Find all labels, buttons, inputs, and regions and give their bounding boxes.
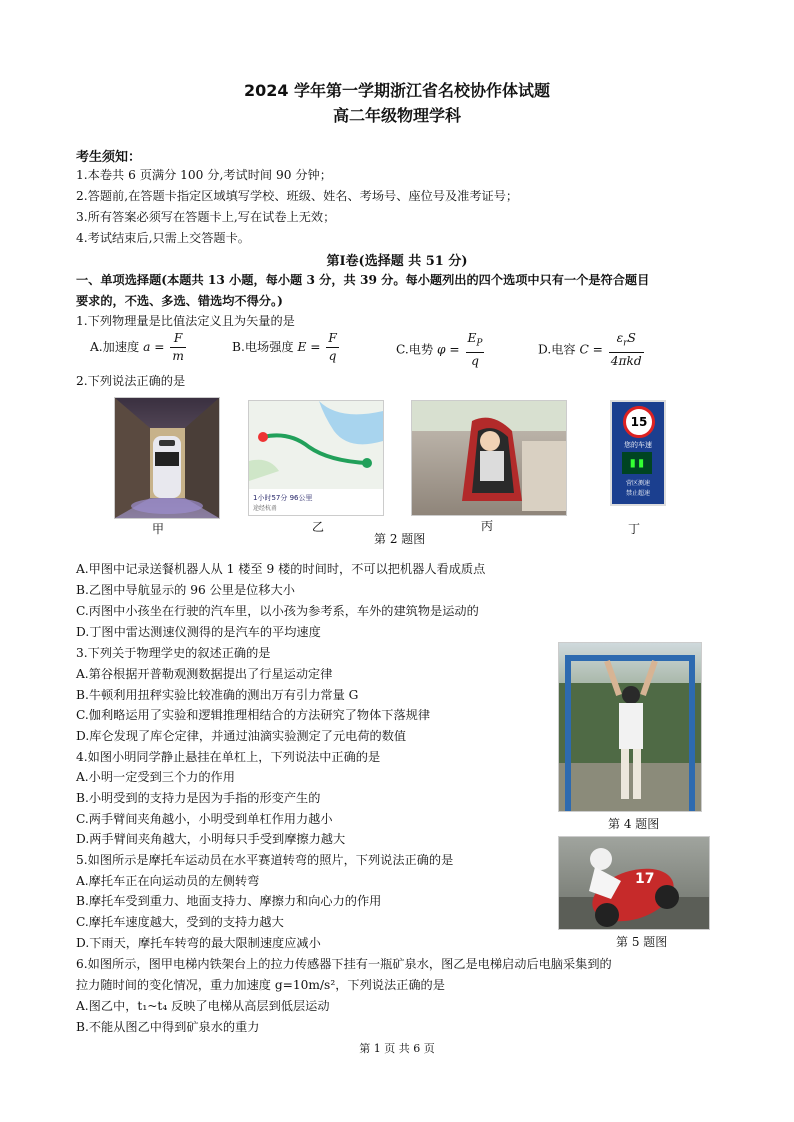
q6-option-b: B.不能从图乙中得到矿泉水的重力 [76, 1020, 260, 1034]
q1-d-num: ε [616, 331, 624, 345]
q2-label-yi: 乙 [312, 520, 325, 534]
notice-item: 3.所有答案必须写在答题卡上,写在试卷上无效； [76, 210, 336, 224]
q1-d-num-tail: S [627, 331, 636, 345]
map-route-time: 1小时57分 96公里 [253, 494, 313, 502]
exam-subtitle: 高二年级物理学科 [332, 106, 461, 125]
q5-stem: 5.如图所示是摩托车运动员在水平赛道转弯的照片，下列说法正确的是 [76, 853, 454, 867]
q1-b-label: B.电场强度 [232, 340, 294, 354]
q1-a-label: A.加速度 [90, 340, 140, 354]
q2-image-bing [411, 400, 567, 516]
q5-figure-caption: 第 5 题图 [616, 935, 668, 949]
q4-option-b: B.小明受到的支持力是因为手指的形变产生的 [76, 791, 321, 805]
q3-option-d: D.库仑发现了库仑定律，并通过油滴实验测定了元电荷的数值 [76, 729, 407, 743]
q2-label-bing: 丙 [481, 519, 494, 533]
q6-stem-line2: 拉力随时间的变化情况，重力加速度 g=10m/s²，下列说法正确的是 [76, 978, 445, 992]
section-title: 第Ⅰ卷(选择题 共 51 分) [326, 254, 468, 269]
notice-item: 4.考试结束后,只需上交答题卡。 [76, 231, 250, 245]
q2-option-b: B.乙图中导航显示的 96 公里是位移大小 [76, 583, 295, 597]
q1-d-label: D.电容 [538, 342, 576, 357]
q3-option-c: C.伽利略运用了实验和逻辑推理相结合的方法研究了物体下落规律 [76, 708, 431, 722]
q1-c-num: E [467, 331, 477, 345]
car-seat-illustration [412, 401, 566, 515]
q1-d-lhs: C = [579, 342, 603, 357]
q6-stem-line1: 6.如图所示，图甲电梯内铁架台上的拉力传感器下挂有一瓶矿泉水，图乙是电梯启动后电脑采集到的 [76, 957, 612, 971]
q1-b-lhs: E = [297, 340, 321, 354]
q1-a-lhs: a = [143, 340, 165, 354]
q1-c-fraction [466, 330, 485, 370]
q4-stem: 4.如图小明同学静止悬挂在单杠上，下列说法中正确的是 [76, 750, 381, 764]
q3-option-a: A.第谷根据开普勒观测数据提出了行星运动定律 [76, 667, 333, 681]
q5-option-d: D.下雨天，摩托车转弯的最大限制速度应减小 [76, 936, 321, 950]
sign-text-speed: 您的车速 [624, 441, 652, 449]
q1-d-fraction [609, 330, 644, 370]
q4-image [558, 642, 702, 812]
q6-option-a: A.图乙中，t₁~t₄ 反映了电梯从高层到低层运动 [76, 999, 330, 1013]
q1-a-den: m [172, 349, 184, 363]
map-route-via: 途经杭甬 [253, 505, 278, 512]
q2-image-ding [610, 400, 666, 506]
q4-option-d: D.两手臂间夹角越大，小明每只手受到摩擦力越大 [76, 832, 346, 846]
q5-option-a: A.摩托车正在向运动员的左侧转弯 [76, 874, 260, 888]
pullup-illustration [559, 643, 701, 811]
q1-c-den: q [471, 354, 479, 369]
q1-c-num-sub: P [476, 338, 483, 349]
q2-image-yi [248, 400, 384, 516]
q2-label-jia: 甲 [152, 522, 165, 536]
q1-stem: 1.下列物理量是比值法定义且为矢量的是 [76, 314, 295, 328]
q1-d-num-sub: r [623, 338, 628, 349]
q2-stem: 2.下列说法正确的是 [76, 374, 186, 388]
q4-option-a: A.小明一定受到三个力的作用 [76, 770, 235, 784]
q1-b-num: F [326, 330, 338, 348]
q2-figure-caption: 第 2 题图 [374, 532, 426, 546]
q1-option-b [232, 330, 339, 365]
q1-c-label: C.电势 [396, 342, 434, 357]
q2-image-jia [114, 397, 220, 519]
q4-figure-caption: 第 4 题图 [608, 817, 660, 831]
q1-option-a [90, 330, 186, 365]
motorcycle-illustration [559, 837, 709, 929]
notice-item: 2.答题前,在答题卡指定区域填写学校、班级、姓名、考场号、座位号及准考证号； [76, 189, 519, 203]
q5-option-c: C.摩托车速度越大，受到的支持力越大 [76, 915, 284, 929]
speed-limit-sign: 15 [623, 406, 655, 438]
notice-heading: 考生须知： [76, 150, 142, 165]
page-number: 第 1 页 共 6 页 [359, 1042, 435, 1055]
q3-option-b: B.牛顿利用扭秤实验比较准确的测出万有引力常量 G [76, 688, 359, 702]
q1-d-den: 4πkd [610, 354, 642, 369]
q2-option-c: C.丙图中小孩坐在行驶的汽车里，以小孩为参考系，车外的建筑物是运动的 [76, 604, 479, 618]
speed-display-icon: ▮▮ [622, 452, 652, 474]
sign-text-warning: 禁止超速 [625, 490, 650, 497]
q5-image [558, 836, 710, 930]
robot-illustration [115, 398, 219, 518]
q1-option-d [538, 330, 644, 370]
q1-b-den: q [328, 349, 337, 363]
section-intro-line2: 要求的，不选、多选、错选均不得分。) [76, 294, 283, 308]
q4-option-c: C.两手臂间夹角越小，小明受到单杠作用力越小 [76, 812, 333, 826]
q1-b-fraction [326, 330, 338, 365]
q5-option-b: B.摩托车受到重力、地面支持力、摩擦力和向心力的作用 [76, 894, 382, 908]
exam-title: 2024 学年第一学期浙江省名校协作体试题 [243, 81, 551, 100]
section-intro-line1: 一、单项选择题(本题共 13 小题，每小题 3 分，共 39 分。每小题列出的四个选项中只有一个是符合题目 [76, 273, 650, 287]
notice-item: 1.本卷共 6 页满分 100 分,考试时间 90 分钟； [76, 168, 332, 182]
q2-option-d: D.丁图中雷达测速仪测得的是汽车的平均速度 [76, 625, 321, 639]
q1-a-fraction [170, 330, 186, 365]
q3-stem: 3.下列关于物理学史的叙述正确的是 [76, 646, 271, 660]
q2-option-a: A.甲图中记录送餐机器人从 1 楼至 9 楼的时间时，不可以把机器人看成质点 [76, 562, 486, 576]
q1-option-c [396, 330, 484, 370]
q1-c-lhs: φ = [437, 342, 460, 357]
q2-label-ding: 丁 [628, 522, 641, 536]
bike-number: 17 [635, 871, 655, 887]
q1-a-num: F [170, 330, 186, 348]
sign-text-zone: 营区测速 [625, 480, 650, 487]
